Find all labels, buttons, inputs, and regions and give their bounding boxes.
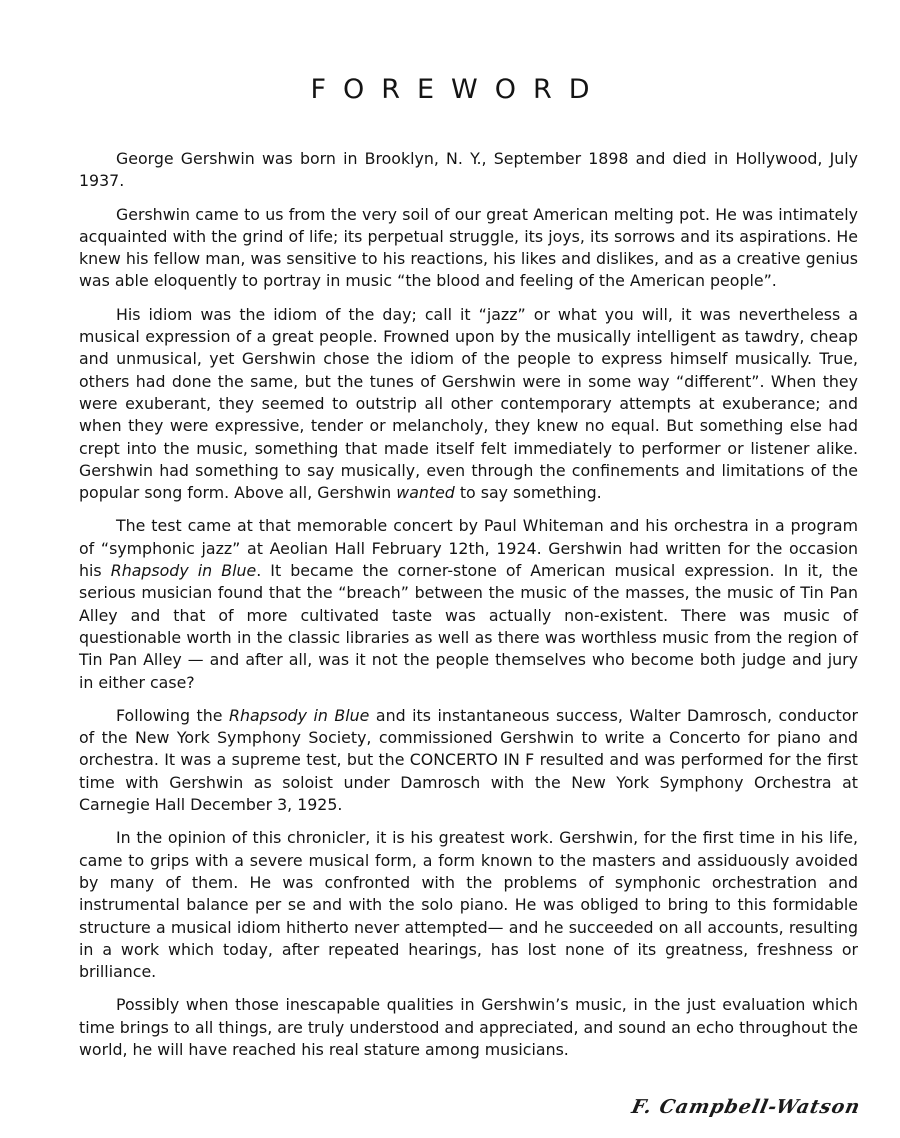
paragraph: Possibly when those inescapable qualities in Gershwin’s music, in the just evaluation which time brings to all things, are truly understood and appreciated, and sound an echo throughout the world, he will have reached his real stature among musicians. [79, 995, 858, 1059]
page-title: FOREWORD [310, 74, 607, 105]
paragraph: Following the Rhapsody in Blue and its instantaneous success, Walter Damrosch, conductor of the New York Symphony Society, commissioned Gershwin to write a Concerto for piano and orchestra. It was a supreme test, but the CONCERTO IN F resulted and was performed for the first time with Gershwin as soloist under Damrosch with the New York Symphony Orchestra at Carnegie Hall December 3, 1925. [79, 705, 858, 815]
paragraph: George Gershwin was born in Brooklyn, N. Y., September 1898 and died in Hollywood, July 1937. [79, 149, 858, 191]
italic-phrase: Rhapsody in Blue [110, 561, 257, 581]
italic-phrase: wanted [396, 483, 455, 503]
paragraph: The test came at that memorable concert by Paul Whiteman and his orchestra in a program of “symphonic jazz” at Aeolian Hall February 12th, 1924. Gershwin had written for the occasion his Rhapsody in Blue. It became the corner-stone of American musical expression. In it, the serious musician found that the “breach” between the music of the masses, the music of Tin Pan Alley and that of more cultivated taste was actually non-existent. There was music of questionable worth in the classic libraries as well as there was worthless music from the region of Tin Pan Alley — and after all, was it not the people themselves who become both judge and jury in either case? [79, 516, 858, 692]
paragraph: In the opinion of this chronicler, it is his greatest work. Gershwin, for the first time in his life, came to grips with a severe musical form, a form known to the masters and assiduously avoided by many of them. He was confronted with the problems of symphonic orchestration and instrumental balance per se and with the solo piano. He was obliged to bring to this formidable structure a musical idiom hitherto never attempted— and he succeeded on all accounts, resulting in a work which today, after repeated hearings, has lost none of its greatness, freshness or brilliance. [79, 828, 858, 982]
paragraph: His idiom was the idiom of the day; call it “jazz” or what you will, it was nevertheless a musical expression of a great people. Frowned upon by the musically intelligent as tawdry, cheap and unmusical, yet Gershwin chose the idiom of the people to express himself musically. True, others had done the same, but the tunes of Gershwin were in some way “different”. When they were exuberant, they seemed to outstrip all other contemporary attempts at exuberance; and when they were expressive, tender or melancholy, they knew no equal. But something else had crept into the music, something that made itself felt immediately to performer or listener alike. Gershwin had something to say musically, even through the confinements and limitations of the popular song form. Above all, Gershwin wanted to say something. [79, 304, 858, 503]
author-signature: F. Campbell-Watson [629, 1096, 863, 1118]
italic-phrase: Rhapsody in Blue [228, 705, 370, 725]
paragraph: Gershwin came to us from the very soil of our great American melting pot. He was intimately acquainted with the grind of life; its perpetual struggle, its joys, its sorrows and its aspirations. He knew his fellow man, was sensitive to his reactions, his likes and dislikes, and as a creative genius was able eloquently to portray in music “the blood and feeling of the American people”. [79, 204, 858, 291]
foreword-body [79, 148, 858, 1072]
